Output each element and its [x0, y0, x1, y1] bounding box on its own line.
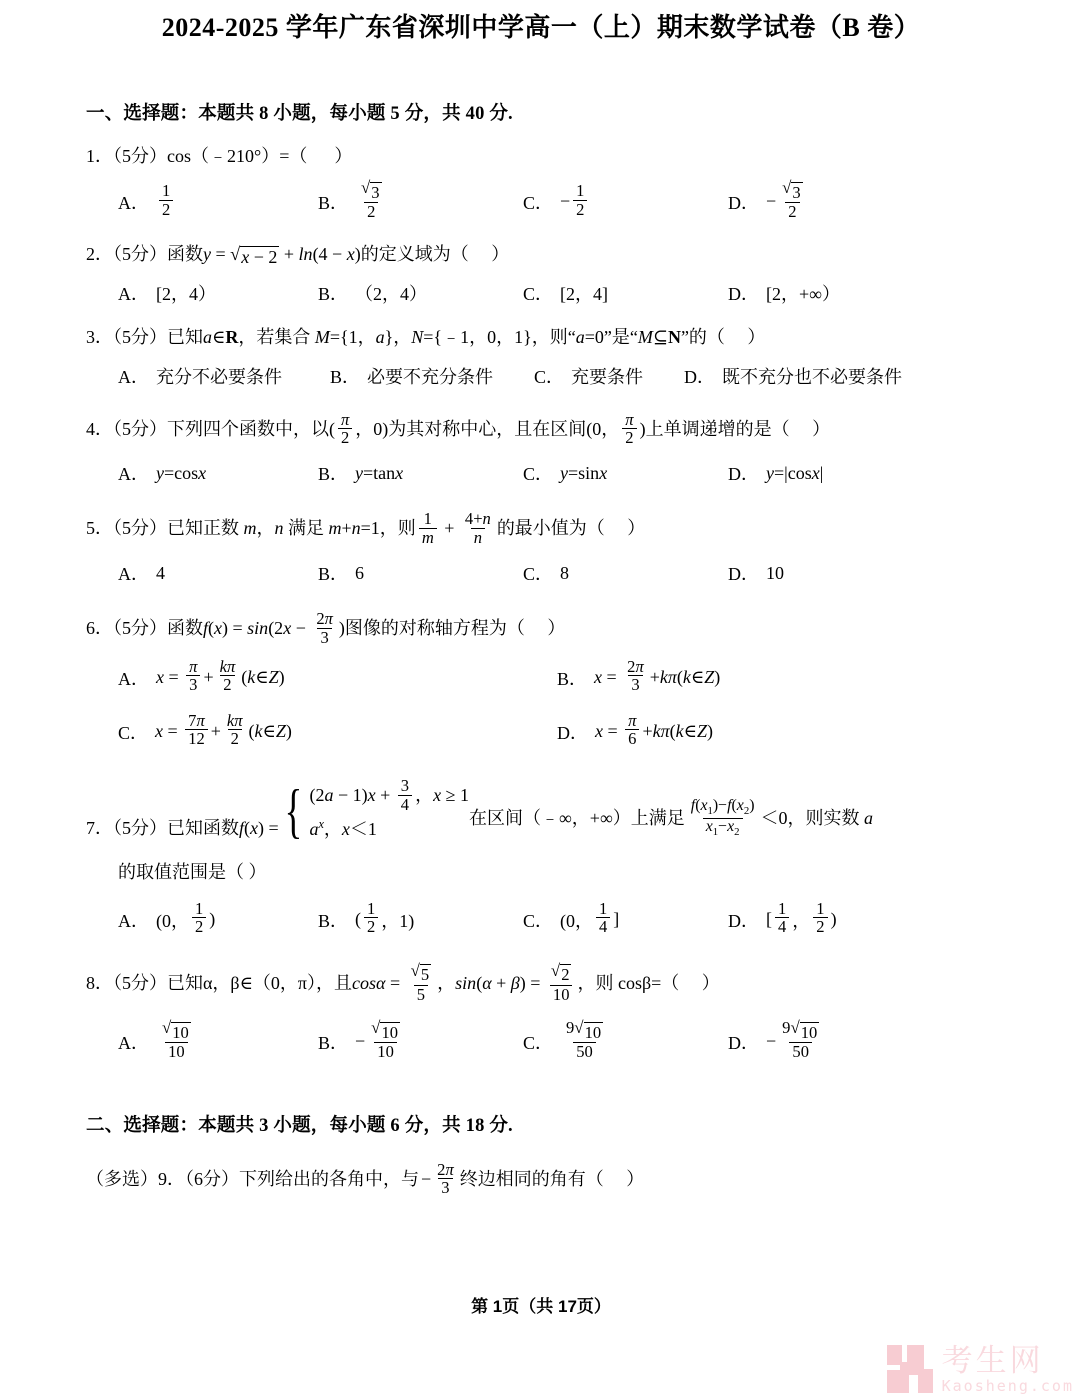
option-5-c-label: C．	[523, 564, 554, 585]
option-8-c[interactable]	[523, 1018, 728, 1062]
option-1-d[interactable]	[728, 178, 809, 222]
option-5-c[interactable]	[523, 560, 728, 586]
question-3-marks: （5分）	[113, 327, 167, 348]
option-5-a-label: A．	[118, 564, 149, 585]
option-6-a[interactable]	[118, 656, 557, 696]
question-8	[86, 960, 996, 1063]
question-9-stem: （多选）9．（6分）下列给出的各角中，与 − $\frac{2\pi}{3}$ 终边相同的角有（ ）	[86, 1159, 645, 1198]
option-5-d[interactable]	[728, 560, 784, 586]
option-5-a-value: 4	[156, 562, 165, 583]
option-2-b-label: B．	[318, 284, 349, 305]
option-6-b-label: B．	[557, 668, 588, 689]
question-7-options	[118, 899, 996, 938]
option-8-d-value: − 9 √ 10 50	[766, 1018, 818, 1062]
section-heading-1: 一、选择题：本题共 8 小题，每小题 5 分，共 40 分.	[86, 104, 513, 125]
option-7-b-value: ( $\frac{1}{2}$ ，1)	[355, 899, 415, 937]
question-1-number: 1	[86, 146, 95, 167]
option-8-b-label: B．	[318, 1032, 349, 1053]
option-6-d[interactable]	[557, 710, 996, 750]
footer-middle: 页（共	[502, 1297, 554, 1316]
option-7-a-label: A．	[118, 910, 149, 931]
option-7-c-label: C．	[523, 910, 554, 931]
option-4-c-value: y =sin x	[560, 462, 608, 483]
question-7-stem-line2: 的取值范围是（ ）	[118, 862, 267, 883]
option-1-c[interactable]	[523, 181, 728, 222]
option-1-a-label: A．	[118, 192, 149, 213]
option-4-a-label: A．	[118, 464, 149, 485]
piecewise-row-2: $a^x$，x＜1	[309, 817, 377, 840]
question-1	[86, 143, 996, 223]
option-8-c-label: C．	[523, 1032, 554, 1053]
question-2-marks: （5分）	[113, 243, 167, 264]
question-5	[86, 509, 996, 586]
option-4-c-label: C．	[523, 464, 554, 485]
question-7-piecewise	[279, 776, 469, 845]
option-3-d-value: 既不充分也不必要条件	[722, 366, 902, 387]
question-9-number: 9	[158, 1168, 167, 1189]
option-3-a[interactable]	[118, 363, 330, 389]
question-1-marks: （5分）	[113, 146, 167, 167]
option-8-a-label: A．	[118, 1032, 149, 1053]
question-3-stem: 3．（5分）已知a∈R，若集合 M={1，a}，N={﹣1，0，1}，则“a=0”是“M⊆N”的（ ）	[86, 327, 766, 348]
option-7-c-value: (0， $\frac{1}{4}$ ]	[560, 899, 620, 937]
option-8-b[interactable]	[318, 1018, 523, 1062]
option-2-d-label: D．	[728, 284, 759, 305]
option-8-d[interactable]	[728, 1018, 825, 1062]
option-5-b-value: 6	[355, 562, 365, 583]
question-6-options-row1	[118, 656, 996, 696]
option-7-b[interactable]	[318, 899, 523, 938]
question-6-stem: 6．（5分）函数f(x) = sin(2x − $\frac{2\pi}{3}$ )图像的对称轴方程为（ ）	[86, 609, 566, 647]
question-9	[86, 1159, 996, 1199]
option-8-a-value: √ 10 10	[162, 1018, 189, 1062]
option-4-d[interactable]	[728, 460, 823, 486]
option-2-c-label: C．	[523, 284, 554, 305]
option-3-b-label: B．	[330, 366, 361, 387]
question-4-number: 4	[86, 418, 95, 439]
option-1-b[interactable]	[318, 178, 523, 222]
option-2-b[interactable]	[318, 280, 523, 306]
option-8-d-label: D．	[728, 1032, 759, 1053]
option-7-d-label: D．	[728, 910, 759, 931]
question-2-stem: 2．（5分）函数y = √ x − 2 + ln(4 − x)的定义域为（ ）	[86, 243, 510, 268]
page-title: 2024-2025 学年广东省深圳中学高一（上）期末数学试卷（B 卷）	[161, 13, 921, 42]
option-8-c-value: 9 √ 10 50	[566, 1018, 602, 1062]
footer-prefix: 第	[471, 1297, 489, 1316]
question-5-stem: 5．（5分）已知正数 m，n 满足 m+n=1，则 $\frac{1}{m}$ + $\frac{4+n}{n}$ 的最小值为（ ）	[86, 509, 646, 547]
question-2	[86, 241, 996, 307]
footer-suffix: 页）	[576, 1297, 611, 1316]
option-6-c-label: C．	[118, 722, 149, 743]
question-7-condition: 在区间（﹣∞，+∞）上满足 $\frac{f(x_1)-f(x_2)}{x_1-x_2}$ ＜0，则实数 a	[468, 797, 873, 838]
option-7-d-value: [ $\frac{1}{4}$ ， $\frac{1}{2}$ )	[766, 899, 837, 937]
question-6-marks: （5分）	[113, 618, 167, 639]
question-8-marks: （5分）	[113, 972, 167, 993]
option-3-b-value: 必要不充分条件	[367, 366, 494, 387]
option-3-a-value: 充分不必要条件	[156, 366, 282, 387]
option-3-c[interactable]	[534, 363, 684, 389]
option-5-d-label: D．	[728, 564, 759, 585]
option-8-a[interactable]	[118, 1018, 318, 1062]
option-3-b[interactable]	[330, 363, 534, 389]
option-1-d-label: D．	[728, 192, 759, 213]
option-1-a[interactable]	[118, 181, 318, 222]
option-5-d-value: 10	[766, 562, 784, 583]
option-4-b[interactable]	[318, 460, 523, 486]
option-5-a[interactable]	[118, 560, 318, 586]
watermark-text	[941, 1342, 1074, 1395]
option-2-d-value: [2，+∞）	[766, 284, 840, 305]
question-3-options	[118, 363, 996, 389]
option-8-b-value: − √ 10 10	[355, 1018, 398, 1062]
option-3-c-label: C．	[534, 366, 565, 387]
option-5-b[interactable]	[318, 560, 523, 586]
question-2-number: 2	[86, 243, 95, 264]
question-5-options	[118, 560, 996, 586]
question-7-stem	[86, 776, 996, 845]
question-2-options	[118, 280, 996, 306]
question-8-options	[118, 1018, 996, 1062]
option-2-c-value: [2，4]	[560, 284, 609, 305]
option-4-b-label: B．	[318, 464, 349, 485]
option-2-a[interactable]	[118, 280, 318, 306]
option-4-a[interactable]	[118, 460, 318, 486]
kaosheng-logo-icon	[887, 1345, 933, 1393]
question-5-marks: （5分）	[113, 518, 167, 539]
question-7	[86, 776, 996, 937]
question-4-options	[118, 460, 996, 486]
option-4-d-value: y =|cos x |	[766, 462, 824, 483]
question-1-stem: 1．（5分）cos（﹣210°）=（ ）	[86, 146, 353, 167]
watermark-en: Kaosheng.com	[941, 1376, 1074, 1395]
question-7-number-marks: 7．（5分）已知函数f(x) =	[86, 818, 279, 839]
option-3-a-label: A．	[118, 366, 149, 387]
option-2-c[interactable]	[523, 280, 728, 306]
watermark-cn: 考生网	[941, 1342, 1044, 1379]
option-2-a-label: A．	[118, 284, 149, 305]
option-2-b-value: （2，4）	[355, 284, 428, 305]
option-7-a[interactable]	[118, 899, 318, 938]
question-1-options	[118, 178, 996, 222]
footer-page-number: 1	[492, 1297, 503, 1316]
option-6-d-value: x = $\frac{\pi}{6}$ + kπ ( k ∈ Z )	[595, 710, 713, 749]
option-4-a-value: y =cos x	[156, 462, 207, 483]
question-9-marks: （6分）	[185, 1168, 239, 1189]
option-7-a-value: (0， $\frac{1}{2}$ )	[156, 899, 216, 937]
option-2-d[interactable]	[728, 280, 840, 306]
option-6-a-value: x = $\frac{\pi}{3}$ + $\frac{k\pi}{2}$ ( k ∈ Z )	[156, 656, 285, 695]
option-5-b-label: B．	[318, 564, 349, 585]
option-6-b-value: x = $\frac{2\pi}{3}$ + kπ ( k ∈ Z )	[594, 656, 721, 695]
question-3	[86, 324, 996, 388]
option-1-b-value: √ 3 2	[361, 178, 380, 222]
option-7-b-label: B．	[318, 910, 349, 931]
option-6-c[interactable]	[118, 710, 557, 750]
question-4	[86, 409, 996, 487]
question-6-options-row2	[118, 710, 996, 750]
option-7-d[interactable]	[728, 899, 837, 938]
document-body	[0, 99, 1082, 1198]
option-3-d-label: D．	[684, 366, 715, 387]
question-4-marks: （5分）	[113, 418, 167, 439]
option-3-d[interactable]	[684, 363, 902, 389]
option-6-a-label: A．	[118, 668, 149, 689]
option-1-b-label: B．	[318, 192, 349, 213]
option-6-c-value: x = $\frac{7\pi}{12}$ + $\frac{k\pi}{2}$ ( k ∈ Z )	[155, 710, 292, 749]
question-6-number: 6	[86, 618, 95, 639]
option-5-c-value: 8	[560, 562, 570, 583]
question-6	[86, 609, 996, 749]
watermark	[887, 1342, 1074, 1395]
option-1-d-value: − √ 3 2	[766, 178, 801, 222]
option-2-a-value: [2，4）	[156, 284, 216, 305]
question-9-prefix: （多选）	[86, 1168, 158, 1189]
option-4-d-label: D．	[728, 464, 759, 485]
option-6-b[interactable]	[557, 656, 996, 696]
left-brace-icon: {	[284, 778, 303, 845]
footer-total-pages: 17	[558, 1297, 577, 1316]
question-5-number: 5	[86, 518, 95, 539]
option-4-b-value: y =tan x	[355, 462, 404, 483]
option-6-d-label: D．	[557, 722, 588, 743]
piecewise-row-1: (2a − 1)x + $\frac{3}{4}$ ，x ≥ 1	[309, 776, 469, 814]
option-1-a-value: $\frac{1}{2}$	[156, 184, 176, 220]
option-7-c[interactable]	[523, 899, 728, 938]
option-1-c-label: C．	[523, 192, 554, 213]
section-heading-2: 二、选择题：本题共 3 小题，每小题 6 分，共 18 分.	[86, 1115, 513, 1136]
option-3-c-value: 充要条件	[571, 366, 644, 387]
option-4-c[interactable]	[523, 460, 728, 486]
page-footer	[0, 1292, 1082, 1317]
question-3-number: 3	[86, 327, 95, 348]
question-8-number: 8	[86, 972, 95, 993]
question-8-stem: 8．（5分）已知α，β∈（0，π），且cosα = √ 5 5 ，sin(α + β) = √ 2 10 ，则 cosβ=（ ）	[86, 960, 720, 1004]
question-4-stem: 4．（5分）下列四个函数中，以( $\frac{\pi}{2}$ ，0)为其对称中心，且在区间(0， $\frac{\pi}{2}$ )上单调递增的是（ ）	[86, 409, 831, 447]
option-1-c-value: − $\frac{1}{2}$	[560, 184, 590, 220]
